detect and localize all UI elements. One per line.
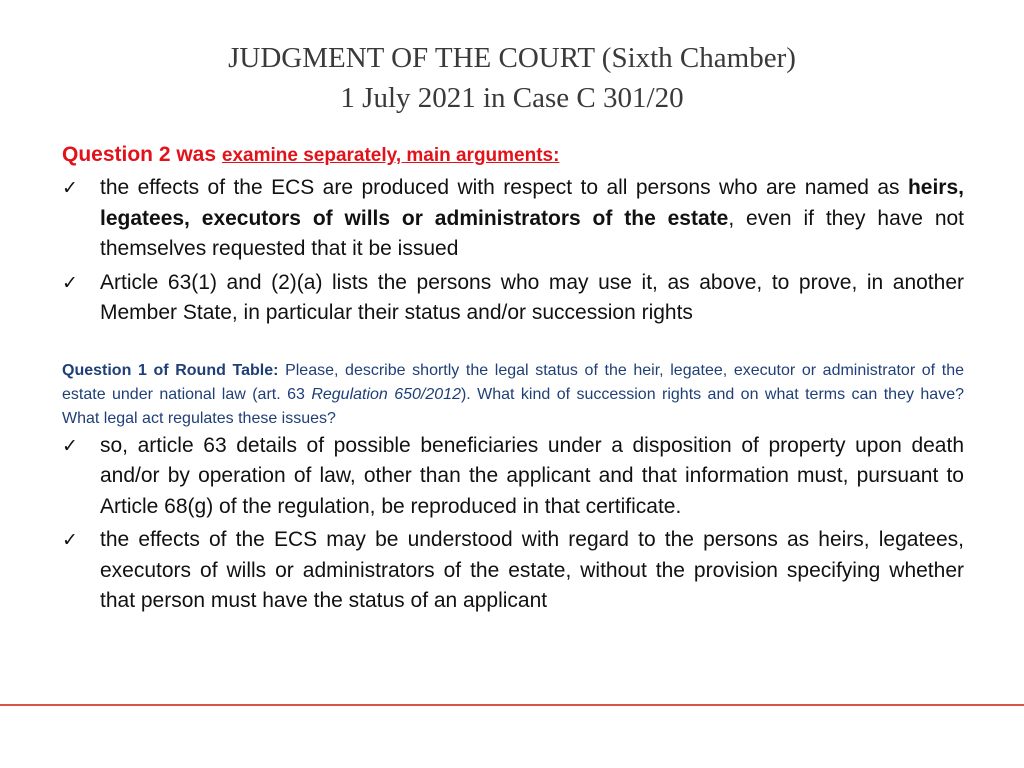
list-item — [62, 268, 964, 329]
bullet-text: Article 63(1) and (2)(a) lists the persons who may use it, as above, to prove, in another Member State, in particular their status and/or succession rights — [100, 270, 964, 324]
bullet-text-bold: heirs, legatees, executors of wills or administrators of the estate — [100, 176, 964, 230]
question-2-label: Question 2 was — [62, 143, 217, 166]
bullet-text-pre: the effects of the ECS are produced with respect to all persons who are named as — [100, 176, 908, 199]
slide-content — [62, 140, 964, 620]
title-line-2: 1 July 2021 in Case C 301/20 — [340, 82, 684, 114]
round-table-label: Question 1 of Round Table: — [62, 361, 279, 379]
title-line-1: JUDGMENT OF THE COURT (Sixth Chamber) — [228, 42, 796, 74]
list-item — [62, 173, 964, 265]
question-2-subheading: examine separately, main arguments: — [221, 145, 560, 166]
page-title — [0, 38, 1024, 118]
check-mark-icon: ✓ — [62, 271, 78, 294]
round-table-question — [62, 359, 964, 431]
list-item — [62, 525, 964, 617]
footer-divider — [0, 704, 1024, 706]
bullet-text: so, article 63 details of possible beneficiaries under a disposition of property upon death and/or by operation of law, other than the applicant and that information must, pursuant to Article 68(g) of the regulation, be reproduced in that certificate. — [100, 433, 964, 518]
question-2-heading — [62, 140, 964, 171]
regulation-reference: Regulation 650/2012 — [311, 385, 461, 403]
check-mark-icon: ✓ — [62, 529, 78, 551]
bullet-text-post: , even if they have not themselves requested that it be issued — [100, 206, 965, 260]
check-mark-icon: ✓ — [62, 177, 78, 199]
bullet-text: the effects of the ECS may be understood with regard to the persons as heirs, legatees, executors of wills or administrators of the estate, without the provision specifying whether that person must have the status of an applicant — [100, 528, 964, 612]
check-mark-icon: ✓ — [62, 434, 78, 457]
conclusions-list — [62, 431, 964, 617]
round-table-text-1: Please, describe shortly the legal status of the heir, legatee, executor or administrator of the estate under national law (art. 63 — [62, 361, 964, 403]
arguments-list — [62, 173, 964, 329]
list-item — [62, 431, 964, 523]
round-table-text-2: ). What kind of succession rights and on what terms can they have? What legal act regulates these issues? — [62, 385, 964, 427]
